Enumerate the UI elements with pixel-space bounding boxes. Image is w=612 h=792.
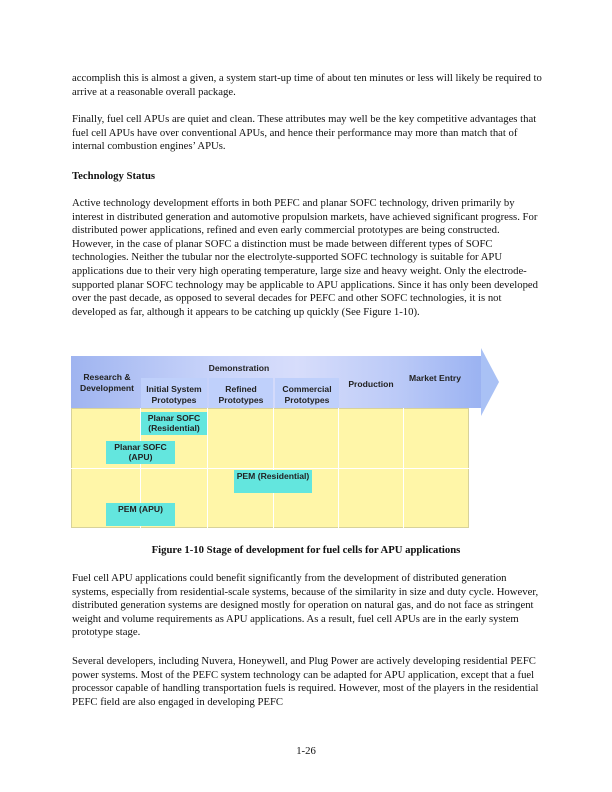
- arrow-head: [481, 348, 499, 416]
- figure-caption: Figure 1-10 Stage of development for fuel cells for APU applications: [151, 544, 461, 556]
- paragraph-quiet-clean: Finally, fuel cell APUs are quiet and clean. These attributes may well be the key competitive advantages that fuel cell APUs have over conventional APUs, and hence their performance may more than match that of internal combustion engines’ APUs.: [72, 113, 537, 153]
- paragraph-developers: Several developers, including Nuvera, Honeywell, and Plug Power are actively developing residential PEFC power systems. Most of the PEFC system technology can be adapted for APU application, except that a fuel processor capable of handling transportation fuels is required. However, most of the players in the residential PEFC field are also engaged in developing PEFC: [72, 655, 539, 708]
- figure-development-stages: [71, 348, 501, 530]
- stage-initial-prototypes: Initial System Prototypes: [146, 384, 202, 405]
- tag-pem-residential: PEM (Residential): [234, 470, 312, 493]
- tag-pem-apu: PEM (APU): [106, 503, 175, 526]
- stage-production: Production: [348, 379, 394, 389]
- stage-demonstration: Demonstration: [208, 363, 270, 373]
- section-heading: Technology Status: [72, 170, 156, 182]
- stage-research-development: Research & Development: [80, 372, 134, 393]
- page-number: 1-26: [296, 745, 316, 757]
- paragraph-apu-applications: Fuel cell APU applications could benefit significantly from the development of distributed generation systems, especially from residential-scale systems, because of the similarity in size and duty cycle. However, distributed generation systems are designed mostly for operation on natural gas, and do not face as stringent weight and volume requirements as APU applications. As a result, fuel cell APUs are in the early system prototype stage.: [72, 572, 539, 639]
- paragraph-intro: accomplish this is almost a given, a system start-up time of about ten minutes or less will likely be required to arrive at a reasonable overall package.: [72, 72, 542, 98]
- stage-market-entry: Market Entry: [408, 373, 462, 383]
- tag-planar-sofc-apu: Planar SOFC (APU): [106, 441, 175, 464]
- tag-planar-sofc-residential: Planar SOFC (Residential): [141, 412, 207, 435]
- stage-commercial-prototypes: Commercial Prototypes: [282, 384, 332, 405]
- stage-refined-prototypes: Refined Prototypes: [218, 384, 264, 405]
- paragraph-technology-status: Active technology development efforts in both PEFC and planar SOFC technology, driven primarily by interest in distributed generation and automotive propulsion markets, have achieved significant progress. For distributed power applications, refined and even early commercial prototypes are being constructed. However, in the case of planar SOFC a distinction must be made between different types of SOFC technologies. Neither the tubular nor the electrolyte-supported SOFC technology is suitable for APU applications due to their very high operating temperature, large size and heavy weight. Only the electrode-supported planar SOFC technology may be applicable to APU applications. Since it has only been developed over the past decade, as opposed to several decades for PEFC and other SOFC technologies, it is not developed as far, although it appears to be catching up quickly (See Figure 1-10).: [72, 197, 538, 318]
- grid-divider: [71, 468, 469, 469]
